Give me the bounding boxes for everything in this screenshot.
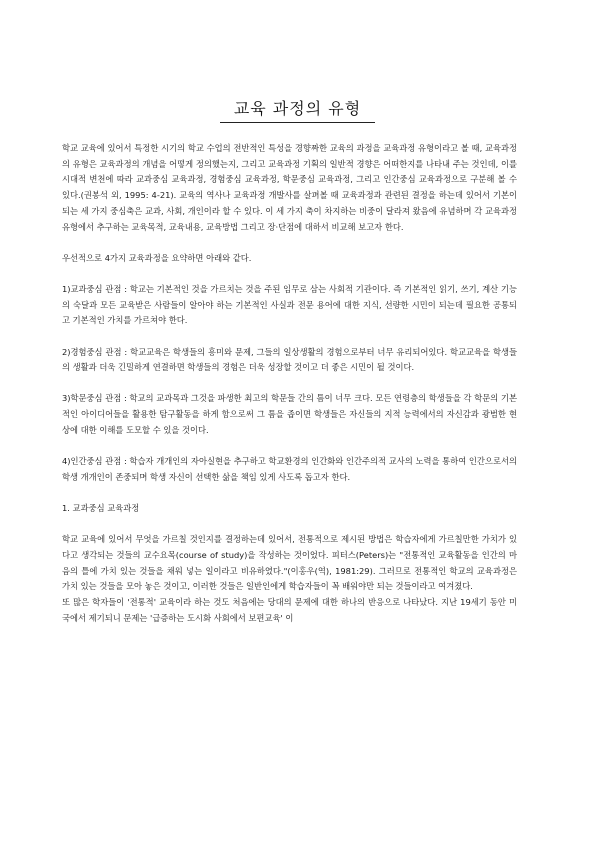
list-item-discipline-centered: 3)학문중심 관점 : 학교의 교과목과 그것을 파생한 최고의 학문들 간의 틈이 너무 크다. 모든 연령층의 학생들을 각 학문의 기본적인 아이디어들을 활용한 탐구활동을 하게 함으로써 그 틈을 좁이면 학생들은 자신들의 지적 능력에서의 자신감과 광범한 현상에 대한 이해를 도모할 수 있을 것이다. [62, 393, 517, 435]
summary-intro: 우선적으로 4가지 교육과정을 요약하면 아래와 같다. [62, 252, 252, 263]
list-item-human-centered: 4)인간중심 관점 : 학습자 개개인의 자아실현을 추구하고 학교환경의 인간화와 인간주의적 교사의 노력을 통하여 인간으로서의 학생 개개인이 존중되며 학생 자신이 선택한 삶을 책임 있게 사도록 돕고자 한다. [62, 456, 517, 482]
title-area [0, 96, 595, 123]
document-title: 교육 과정의 유형 [220, 96, 375, 123]
document-body [62, 141, 517, 626]
list-item-experience-centered: 2)경험중심 관점 : 학교교육은 학생들의 흥미와 문제, 그들의 일상생활의 경험으로부터 너무 유리되어있다. 학교교육을 학생들의 생활과 더욱 긴밀하게 연결하면 학생들의 경험은 더욱 성장할 것이고 더 좋은 시민이 될 것이다. [62, 346, 517, 373]
list-item-subject-centered: 1)교과중심 관점 : 학교는 기본적인 것을 가르치는 것을 주된 임무로 삼는 사회적 기관이다. 즉 기본적인 읽기, 쓰기, 계산 기능의 숙달과 모든 교육받은 사람들이 알아야 하는 기본적인 사실과 전문 용어에 대한 지식, 선량한 시민이 되는데 필요한 공통되고 기본적인 가치를 가르쳐야 한다. [62, 283, 517, 326]
section-paragraph-1: 학교 교육에 있어서 무엇을 가르칠 것인지를 결정하는데 있어서, 전통적으로 제시된 방법은 학습자에게 가르칠만한 가치가 있다고 생각되는 것들의 교수요목(course of study)을 작성하는 것이었다. 피터스(Peters)는 "전통적인 교육활동을 인간의 마음의 틀에 가치 있는 것들을 채워 넣는 일이라고 비유하였다."(이홍우(역), 1981:29). 그러므로 전통적인 학교의 교육과정은 가치 있는 것들을 모아 놓은 것이고, 이러한 것들은 일반인에게 학습자들이 꼭 배워야만 되는 것들이라고 여겨졌다. [62, 534, 517, 592]
intro-paragraph: 학교 교육에 있어서 특정한 시기의 학교 수업의 전반적인 특성을 경향짜한 교육의 과정을 교육과정 유형이라고 볼 때, 교육과정의 유형은 교육과정의 개념을 어떻게 정의했는지, 그리고 교육과정 기획의 일반적 경향은 어떠한지를 나타내 주는 것인데, 이를 시대적 변천에 따라 교과중심 교육과정, 경험중심 교육과정, 학문중심 교육과정, 그리고 인간중심 교육과정으로 구분해 볼 수 있다.(권봉석 외, 1995: 4-21). 교육의 역사나 교육과정 개발사를 살펴볼 때 교육과정과 관련된 결정을 하는데 있어서 기본이 되는 세 가지 중심축은 교과, 사회, 개인이라 할 수 있다. 이 세 가지 축이 차지하는 비중이 달라져 왔음에 유념하며 각 교육과정 유형에서 추구하는 교육목적, 교육내용, 교육방법 그리고 장·단점에 대하서 비교해 보고자 한다. [62, 143, 517, 232]
section-heading: 1. 교과중심 교육과정 [62, 502, 140, 513]
section-paragraph-2: 또 많은 학자들이 '전통적' 교육이라 하는 것도 처음에는 당대의 문제에 대한 하나의 반응으로 나타났다. 지난 19세기 동안 미국에서 제기되니 문제는 '급증하는 도시화 사회에서 보편교육' 이 [62, 596, 517, 623]
